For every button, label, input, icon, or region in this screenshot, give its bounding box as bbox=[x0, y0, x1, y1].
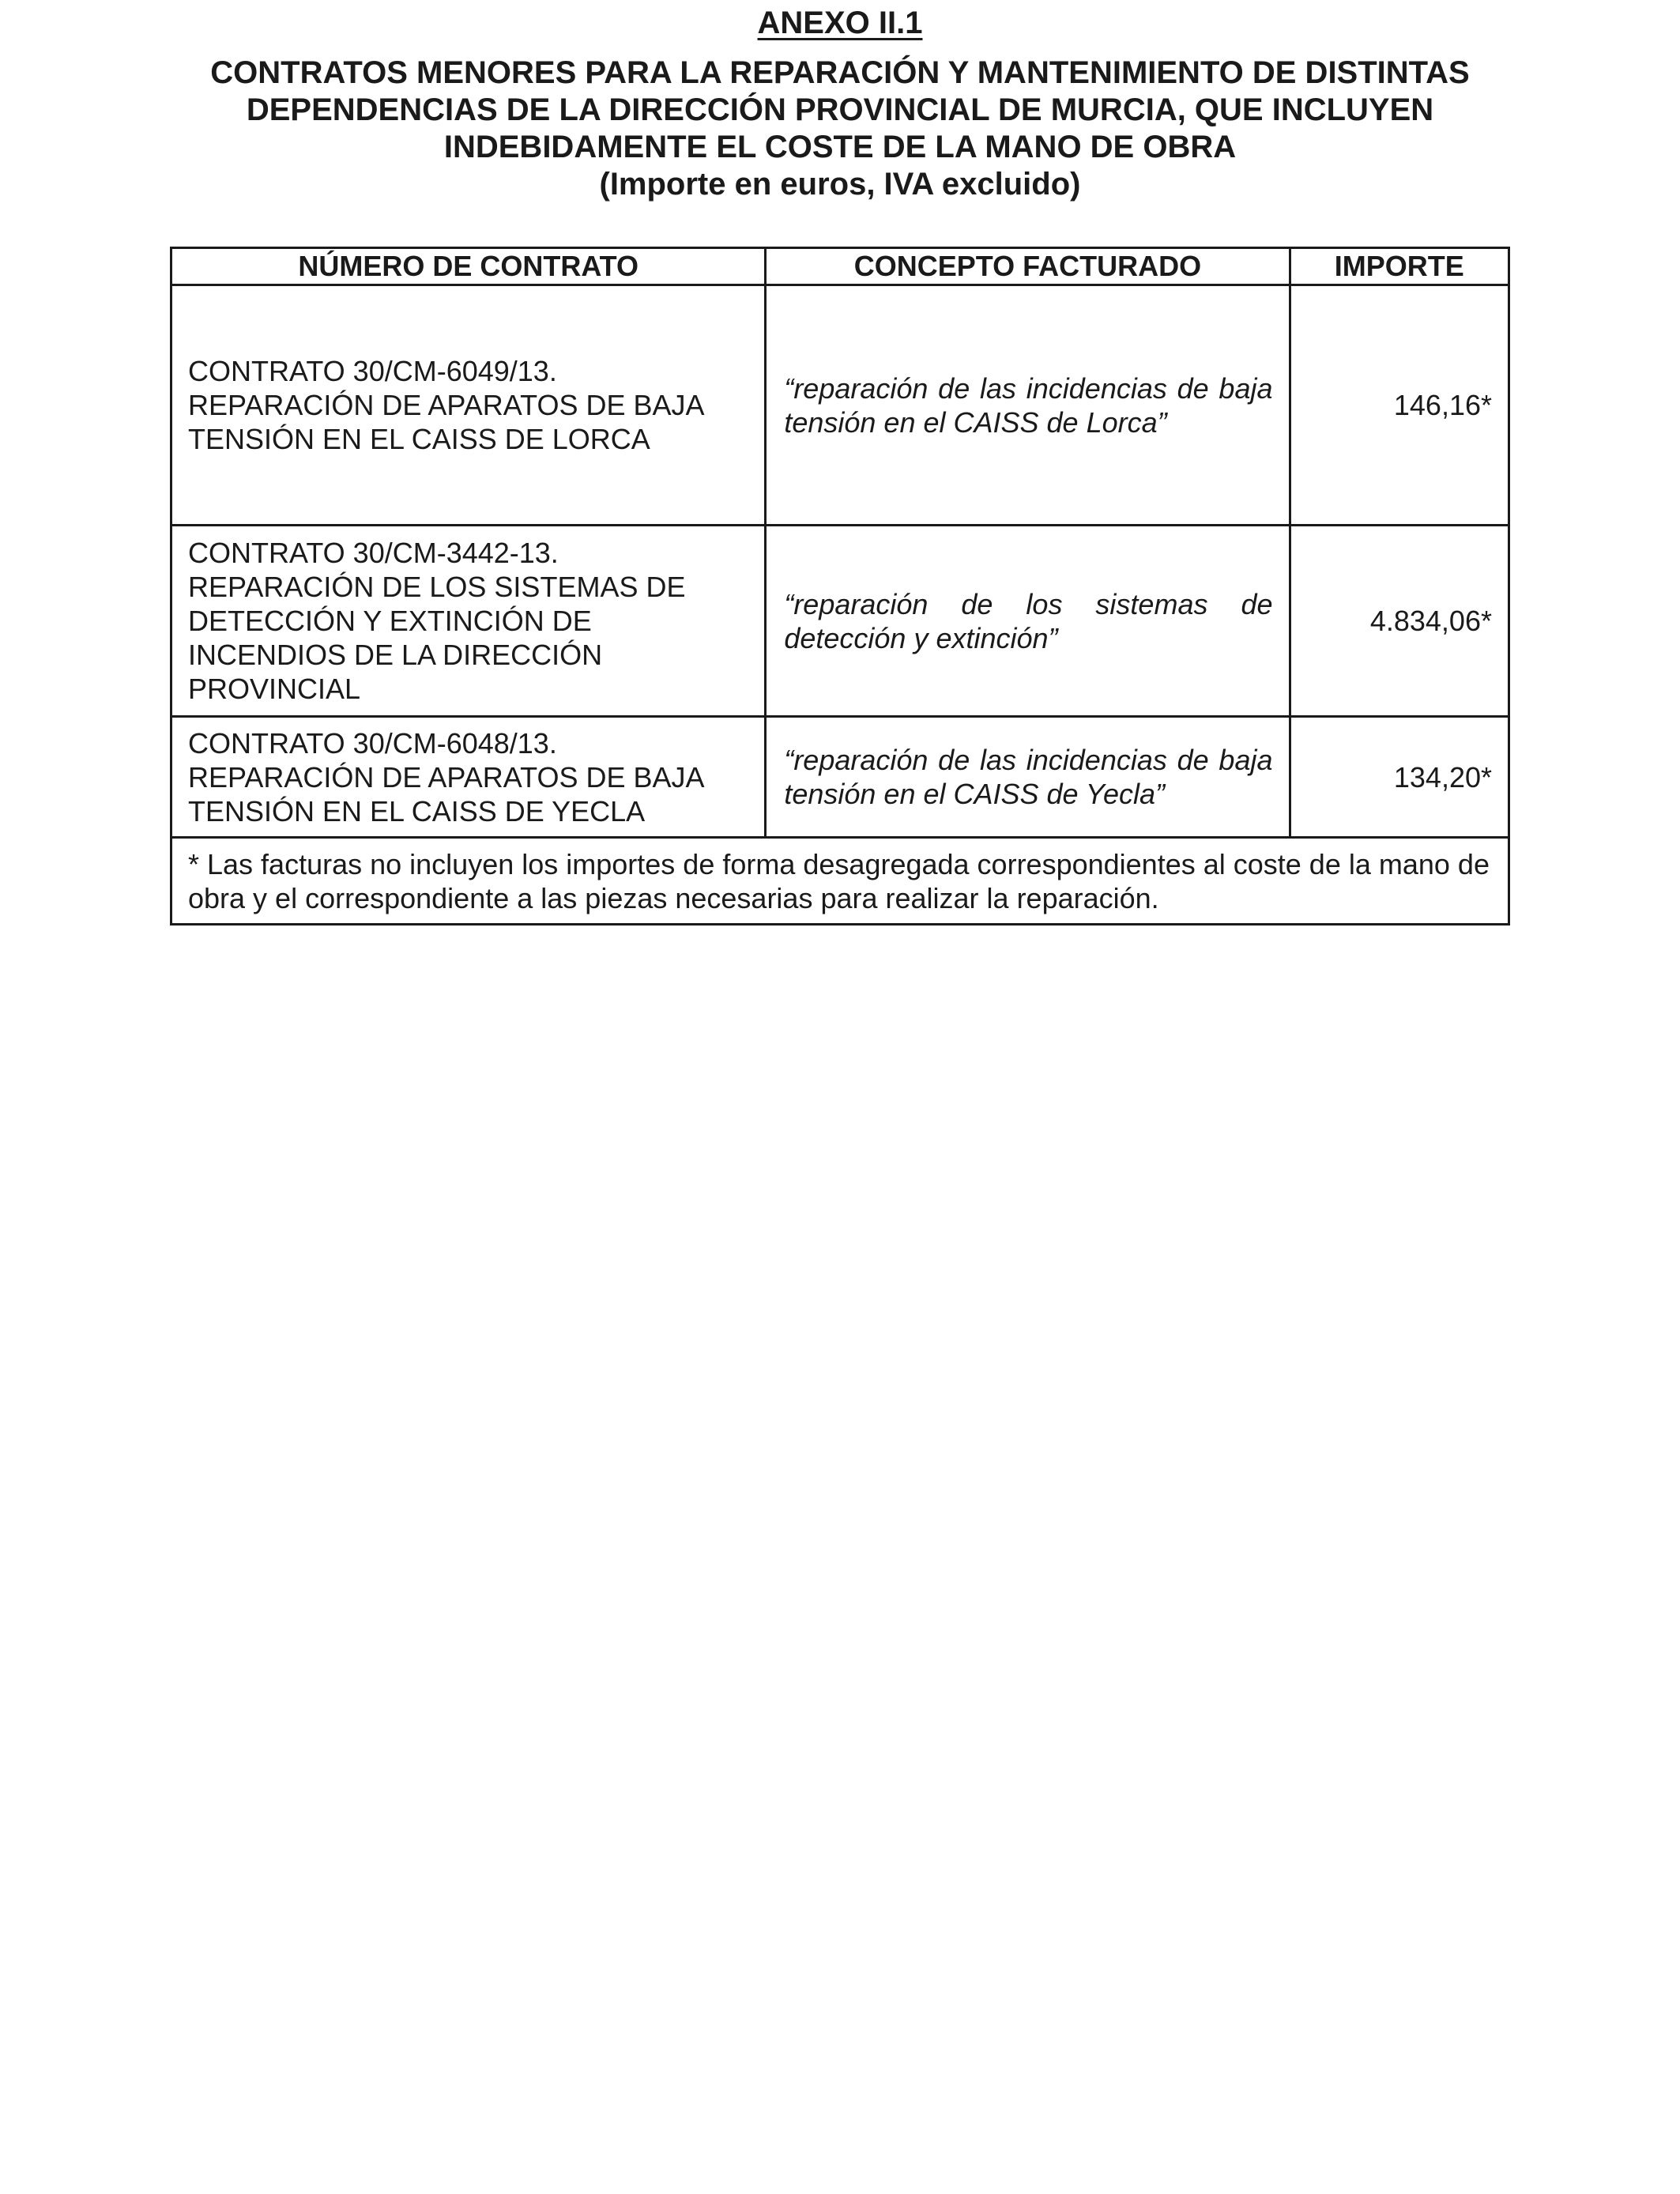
concept-cell: “reparación de las incidencias de baja tensión en el CAISS de Yecla” bbox=[766, 717, 1290, 838]
contract-number-cell bbox=[171, 285, 766, 526]
document-title bbox=[0, 55, 1680, 203]
contract-line: CONTRATO 30/CM-3442-13. bbox=[188, 537, 559, 569]
contracts-table bbox=[170, 247, 1510, 925]
table-row bbox=[171, 285, 1509, 526]
contract-line: INCENDIOS DE LA DIRECCIÓN bbox=[188, 639, 603, 671]
annex-heading: ANEXO II.1 bbox=[757, 6, 923, 40]
contract-line: TENSIÓN EN EL CAISS DE YECLA bbox=[188, 794, 646, 827]
header-contract-number: NÚMERO DE CONTRATO bbox=[171, 248, 766, 285]
amount-cell: 4.834,06* bbox=[1290, 526, 1509, 717]
footnote-row bbox=[171, 838, 1509, 925]
header-concept: CONCEPTO FACTURADO bbox=[766, 248, 1290, 285]
table-header-row bbox=[171, 248, 1509, 285]
table-row bbox=[171, 717, 1509, 838]
table-row bbox=[171, 526, 1509, 717]
title-line: INDEBIDAMENTE EL COSTE DE LA MANO DE OBRA bbox=[443, 130, 1237, 164]
concept-cell: “reparación de los sistemas de detección y extinción” bbox=[766, 526, 1290, 717]
header-amount: IMPORTE bbox=[1290, 248, 1509, 285]
title-line: DEPENDENCIAS DE LA DIRECCIÓN PROVINCIAL DE MURCIA, QUE INCLUYEN bbox=[246, 92, 1434, 127]
contract-line: CONTRATO 30/CM-6048/13. bbox=[188, 726, 557, 760]
concept-cell: “reparación de las incidencias de baja tensión en el CAISS de Lorca” bbox=[766, 285, 1290, 526]
title-line: CONTRATOS MENORES PARA LA REPARACIÓN Y MANTENIMIENTO DE DISTINTAS bbox=[210, 55, 1470, 90]
contract-line: PROVINCIAL bbox=[188, 673, 361, 705]
contract-number-cell bbox=[171, 717, 766, 838]
contract-line: REPARACIÓN DE APARATOS DE BAJA bbox=[188, 389, 705, 421]
amount-cell: 146,16* bbox=[1290, 285, 1509, 526]
contract-line: REPARACIÓN DE APARATOS DE BAJA bbox=[188, 760, 705, 794]
contract-line: DETECCIÓN Y EXTINCIÓN DE bbox=[188, 605, 592, 637]
title-subtitle: (Importe en euros, IVA excluido) bbox=[599, 167, 1081, 202]
contract-line: CONTRATO 30/CM-6049/13. bbox=[188, 355, 557, 387]
footnote: * Las facturas no incluyen los importes de forma desagregada correspondientes al coste de la mano de obra y el correspondiente a las piezas necesarias para realizar la reparación. bbox=[171, 838, 1509, 925]
contract-line: TENSIÓN EN EL CAISS DE LORCA bbox=[188, 423, 650, 455]
contract-line: REPARACIÓN DE LOS SISTEMAS DE bbox=[188, 571, 686, 603]
amount-cell: 134,20* bbox=[1290, 717, 1509, 838]
contract-number-cell bbox=[171, 526, 766, 717]
